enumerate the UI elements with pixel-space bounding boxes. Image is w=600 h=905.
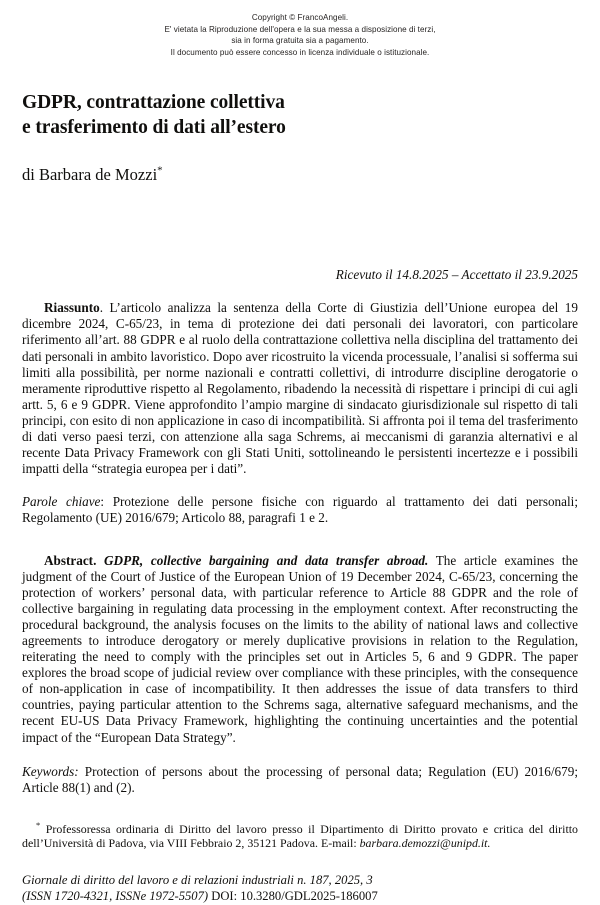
parole-chiave-separator: : — [100, 493, 113, 509]
page-title — [22, 91, 578, 140]
title-line-2: e trasferimento di dati all’estero — [22, 116, 286, 138]
abstract-label: Abstract. — [44, 552, 97, 568]
author-prefix: di — [22, 165, 39, 185]
footnote-marker: * — [36, 819, 41, 830]
received-accepted-dates: Ricevuto il 14.8.2025 – Accettato il 23.9.2025 — [335, 267, 578, 283]
riassunto-label: Riassunto — [44, 300, 100, 316]
copyright-line-3: sia in forma gratuita sia a pagamento. — [231, 36, 369, 46]
abstract-body: The article examines the judgment of the Court of Justice of the European Union of 19 December 2024, C-65/23, concerning the protection of workers’ personal data, with particular reference to Article 88 GDPR and the role of collective bargaining in regulating data processing in the employment context. After reconstructing the procedural background, the analysis focuses on the limits to the ability of national laws and collective agreements to introduce derogatory or merely duplicative provisions in relation to the Regulation, reiterating the need to comply with the principles set out in Articles 5, 6 and 9 GDPR. The paper explores the broad scope of judicial review over compliance with these principles, with the consequence of non-application in case of incompatibility. It then addresses the issue of data transfers to third countries, paying particular attention to the Schrems saga, alternative safeguard mechanisms, and the recent EU-US Data Privacy Framework, highlighting the continuing uncertainties and the potential impact of the “European Data Strategy”. — [22, 552, 579, 745]
journal-name-issue: Giornale di diritto del lavoro e di relazioni industriali n. 187, 2025, 3 — [22, 873, 373, 888]
copyright-line-2: E' vietata la Riproduzione dell'opera e la sua messa a disposizione di terzi, — [164, 24, 436, 34]
author-name: Barbara de Mozzi — [38, 165, 158, 185]
author-byline — [22, 165, 578, 185]
abstract-paragraph — [22, 553, 578, 746]
journal-issn: (ISSN 1720-4321, ISSNe 1972-5507) — [22, 889, 209, 904]
footnote-text: Professoressa ordinaria di Diritto del lavoro presso il Dipartimento di Diritto provato e critica del diritto dell’Università di Padova, via VIII Febbraio 2, 35121 Padova. E-mail: — [22, 821, 578, 851]
parole-chiave-paragraph — [22, 494, 578, 526]
author-affiliation-footnote — [22, 819, 578, 851]
keywords-label: Keywords: — [22, 763, 79, 779]
article-content — [0, 91, 600, 904]
riassunto-paragraph — [22, 300, 578, 477]
journal-citation-footer — [22, 873, 578, 904]
author-email[interactable]: barbara.demozzi@unipd.it. — [359, 836, 491, 851]
title-line-1: GDPR, contrattazione collettiva — [22, 92, 285, 114]
parole-chiave-label: Parole chiave — [22, 493, 101, 509]
journal-doi: DOI: 10.3280/GDL2025-186007 — [208, 889, 378, 904]
author-footnote-marker: * — [157, 164, 163, 177]
journal-issn-doi — [22, 889, 578, 905]
riassunto-separator: . — [99, 300, 110, 316]
copyright-line-1: Copyright © FrancoAngeli. — [251, 13, 349, 22]
copyright-notice — [0, 0, 600, 58]
parole-chiave-body: Protezione delle persone fisiche con riguardo al trattamento dei dati personali; Regolamento (UE) 2016/679; Articolo 88, paragrafi 1 e 2. — [22, 493, 578, 525]
abstract-title: GDPR, collective bargaining and data transfer abroad. — [104, 552, 429, 568]
copyright-line-4: Il documento può essere concesso in licenza individuale o istituzionale. — [170, 47, 430, 57]
keywords-paragraph — [22, 764, 578, 796]
keywords-body: Protection of persons about the processing of personal data; Regulation (EU) 2016/679; Article 88(1) and (2). — [22, 763, 578, 795]
riassunto-body: L’articolo analizza la sentenza della Corte di Giustizia dell’Unione europea del 19 dicembre 2024, C-65/23, in tema di protezione dei dati personali dei lavoratori, con particolare riferimento all’art. 88 GDPR e al ruolo della contrattazione collettiva nella disciplina del trattamento dei dati personali in ambito lavoristico. Dopo aver ricostruito la vicenda processuale, l’analisi si sofferma sui limiti alla possibilità, per norme nazionali e contratti collettivi, di introdurre discipline derogatorie o meramente riproduttive rispetto al Regolamento, ribadendo la necessità di rispettare i principi di cui agli artt. 5, 6 e 9 GDPR. Viene approfondito l’ampio margine di sindacato giurisdizionale sul rispetto di tali principi, con esito di non applicazione in caso di incompatibilità. Si affronta poi il tema del trasferimento di dati verso paesi terzi, con attenzione alla saga Schrems, ai meccanismi di garanzia alternativi e al recente Data Privacy Framework con gli Stati Uniti, sottolineando le persistenti incertezze e i possibili impatti della “strategia europea per i dati”. — [22, 300, 578, 476]
